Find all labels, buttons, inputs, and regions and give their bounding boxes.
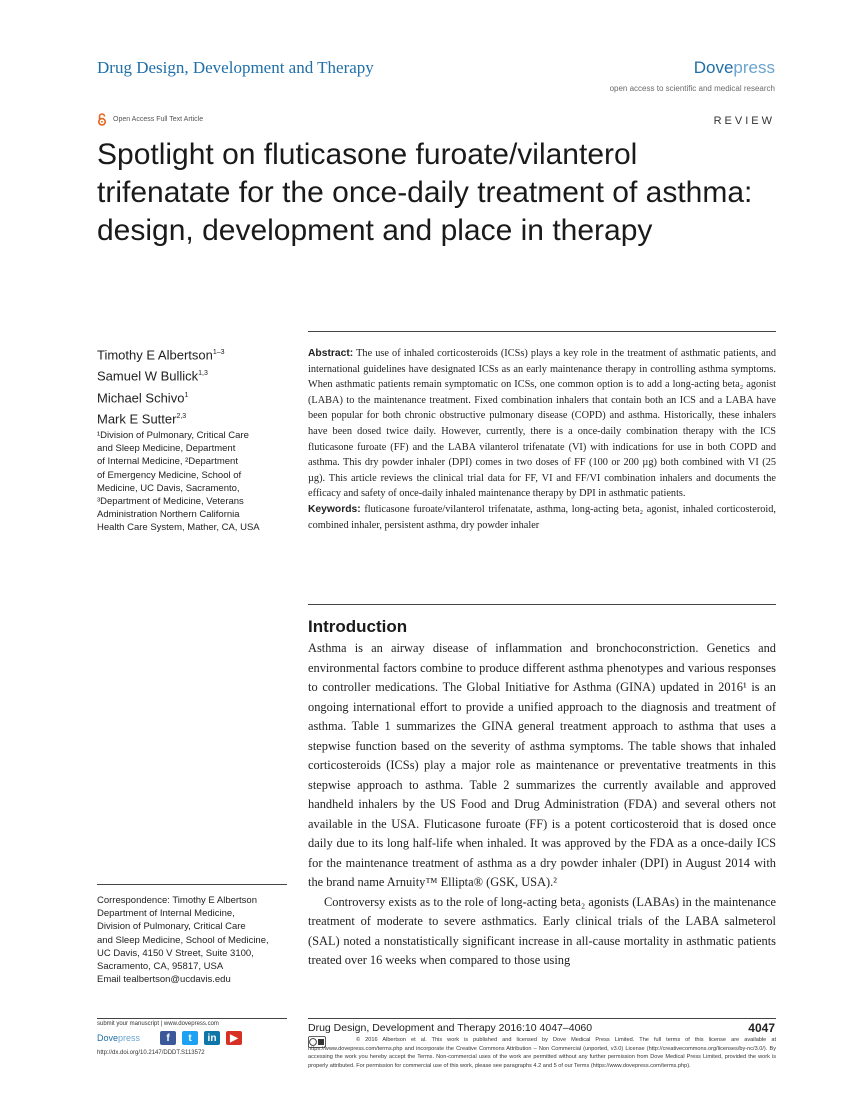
introduction-body [308, 639, 776, 971]
author: Timothy E Albertson$^{1-3}$ [97, 347, 225, 363]
affiliation-line: of Internal Medicine, ²Department [97, 456, 238, 468]
journal-citation: Drug Design, Development and Therapy 2016:10 4047–4060 [308, 1022, 593, 1034]
footer-rule-right [308, 1018, 776, 1019]
keywords-label: Keywords: [308, 503, 361, 515]
author: Samuel W Bullick$^{1,3}$ [97, 368, 208, 384]
title-line: design, development and place in therapy [97, 214, 653, 247]
affiliations [97, 429, 292, 535]
affiliation-line: ³Department of Medicine, Veterans [97, 496, 244, 508]
open-access-icon [97, 113, 107, 126]
publisher-tagline: open access to scientific and medical research [609, 84, 775, 93]
correspondence [97, 894, 297, 986]
correspondence-line: Department of Internal Medicine, [97, 908, 235, 920]
author: Michael Schivo$^1$ [97, 389, 189, 405]
youtube-icon[interactable]: ▶ [226, 1031, 242, 1045]
abstract-label: Abstract: [308, 348, 354, 359]
title-line: Spotlight on fluticasone furoate/vilanterol [97, 138, 638, 171]
affiliation-line: Health Care System, Mather, CA, USA [97, 522, 260, 534]
open-access-label [97, 113, 203, 126]
title-line: trifenatate for the once-daily treatment of asthma: [97, 176, 753, 209]
keywords-text: fluticasone furoate/vilanterol trifenatate, asthma, long-acting beta₂ agonist, inhaled corticosteroid, combined inhaler, persistent asthma, dry powder inhaler [308, 503, 776, 531]
paragraph: Asthma is an airway disease of inflammation and bronchoconstriction. Genetics and environmental factors combine to produce different asthma phenotypes and various responses to controller medications. The Global Initiative for Asthma (GINA) updated in 2016¹ is an ongoing international effort to provide a unified approach to the diagnosis and treatment of asthma. Table 1 summarizes the GINA general treatment approach to asthma that uses a stepwise function based on the severity of asthma symptoms. The table shows that inhaled corticosteroids (ICSs) play a major role as maintenance or preventative treatments in this stepwise approach to asthma. Table 2 summarizes the currently available and approved handheld inhalers by the US Food and Drug Administration (FDA) and several others not available in the USA. Fluticasone furoate (FF) is a potent corticosteroid that is dosed once daily due to its long half-life when inhaled. It was approved by the FDA as a once-daily ICS for the maintenance treatment of asthma as a dry powder inhaler (DPI) in August 2014 with the brand name Arnuity™ Ellipta® (GSK, USA).² [308, 641, 776, 889]
doi-link[interactable]: http://dx.doi.org/10.2147/DDDT.S113572 [97, 1050, 205, 1056]
abstract-body [308, 346, 776, 502]
affiliation-line: ¹Division of Pulmonary, Critical Care [97, 430, 249, 441]
correspondence-rule [97, 884, 287, 885]
publisher-logo [694, 58, 775, 78]
correspondence-line: and Sleep Medicine, School of Medicine, [97, 934, 269, 946]
abstract-text: The use of inhaled corticosteroids (ICSs) plays a key role in the treatment of asthmatic patients, and international guidelines have designated ICSs as an early maintenance therapy in controlling asthma symptoms. When asthmatic patients remain symptomatic on ICSs, one common option is to add a long-acting beta₂ agonist (LABA) to the maintenance treatment. Fixed combination inhalers that contain both an ICS and a LABA have been popular for both chronic obstructive pulmonary disease (COPD) and asthma. Historically, these inhalers have been dosed twice daily. However, currently, there is a once-daily combination therapy with the ICS fluticasone furoate (FF) and the LABA vilanterol trifenatate (VI) with indications for use in both COPD and asthma. This dry powder inhaler (DPI) comes in two doses of FF (100 or 200 µg) both combined with VI (25 µg). This article reviews the clinical trial data for FF, VI and FF/VI combination inhalers and documents the efficacy and safety of once-daily inhaled maintenance therapy by DPI in asthmatic patients. [308, 348, 777, 500]
paragraph: Controversy exists as to the role of long-acting beta₂ agonists (LABAs) in the maintenance treatment of moderate to severe asthmatics. Early clinical trials of the LABA salmeterol (SAL) noted a nonstatistically significant increase in all-cause mortality in asthmatic patients treated over 16 weeks when compared to those using [308, 894, 776, 967]
page-number: 4047 [748, 1021, 775, 1035]
affiliation-line: Medicine, UC Davis, Sacramento, [97, 482, 240, 494]
abstract-top-rule [308, 331, 776, 332]
twitter-icon[interactable]: t [182, 1031, 198, 1045]
correspondence-line: Division of Pulmonary, Critical Care [97, 921, 246, 933]
linkedin-icon[interactable]: in [204, 1031, 220, 1045]
article-title [97, 136, 787, 250]
introduction-heading: Introduction [308, 617, 408, 636]
keywords [308, 502, 776, 533]
abstract-bottom-rule [308, 604, 776, 605]
open-access-text: Open Access Full Text Article [113, 116, 204, 123]
affiliation-line: and Sleep Medicine, Department [97, 443, 236, 455]
correspondence-line: UC Davis, 4150 V Street, Suite 3100, [97, 947, 254, 959]
facebook-icon[interactable]: f [160, 1031, 176, 1045]
article-type: REVIEW [713, 115, 775, 127]
abstract [308, 346, 776, 533]
affiliation-line: Administration Northern California [97, 509, 240, 521]
social-links [160, 1031, 242, 1045]
submit-manuscript-link[interactable]: submit your manuscript | www.dovepress.com [97, 1021, 219, 1027]
author: Mark E Sutter$^{2,3}$ [97, 411, 187, 427]
author-list [97, 343, 225, 428]
correspondence-line: Sacramento, CA, 95817, USA [97, 961, 224, 973]
publisher-main: Dove [693, 58, 734, 77]
correspondence-email[interactable]: Email tealbertson@ucdavis.edu [97, 974, 231, 986]
publisher-sub: press [733, 58, 775, 77]
journal-name: Drug Design, Development and Therapy [97, 58, 374, 77]
affiliation-line: of Emergency Medicine, School of [97, 469, 242, 481]
license-text: © 2016 Albertson et al. This work is published and licensed by Dove Medical Press Limited. The full terms of this license are available at https://www.dovepress.com/terms.php and incorporate the Creative Commons Attribution – Non Commercial (unported, v3.0) License (http://creativecommons.org/licenses/by-nc/3.0/). By accessing the work you hereby accept the Terms. Non-commercial uses of the work are permitted without any further permission from Dove Medical Press Limited, provided the work is properly attributed. For permission for commercial use of this work, please see paragraphs 4.2 and 5 of our Terms (https://www.dovepress.com/terms.php). [308, 1037, 776, 1069]
footer-logo: Dovepress [97, 1033, 141, 1043]
footer-rule-left [97, 1018, 287, 1019]
correspondence-line: Correspondence: Timothy E Albertson [97, 895, 258, 906]
